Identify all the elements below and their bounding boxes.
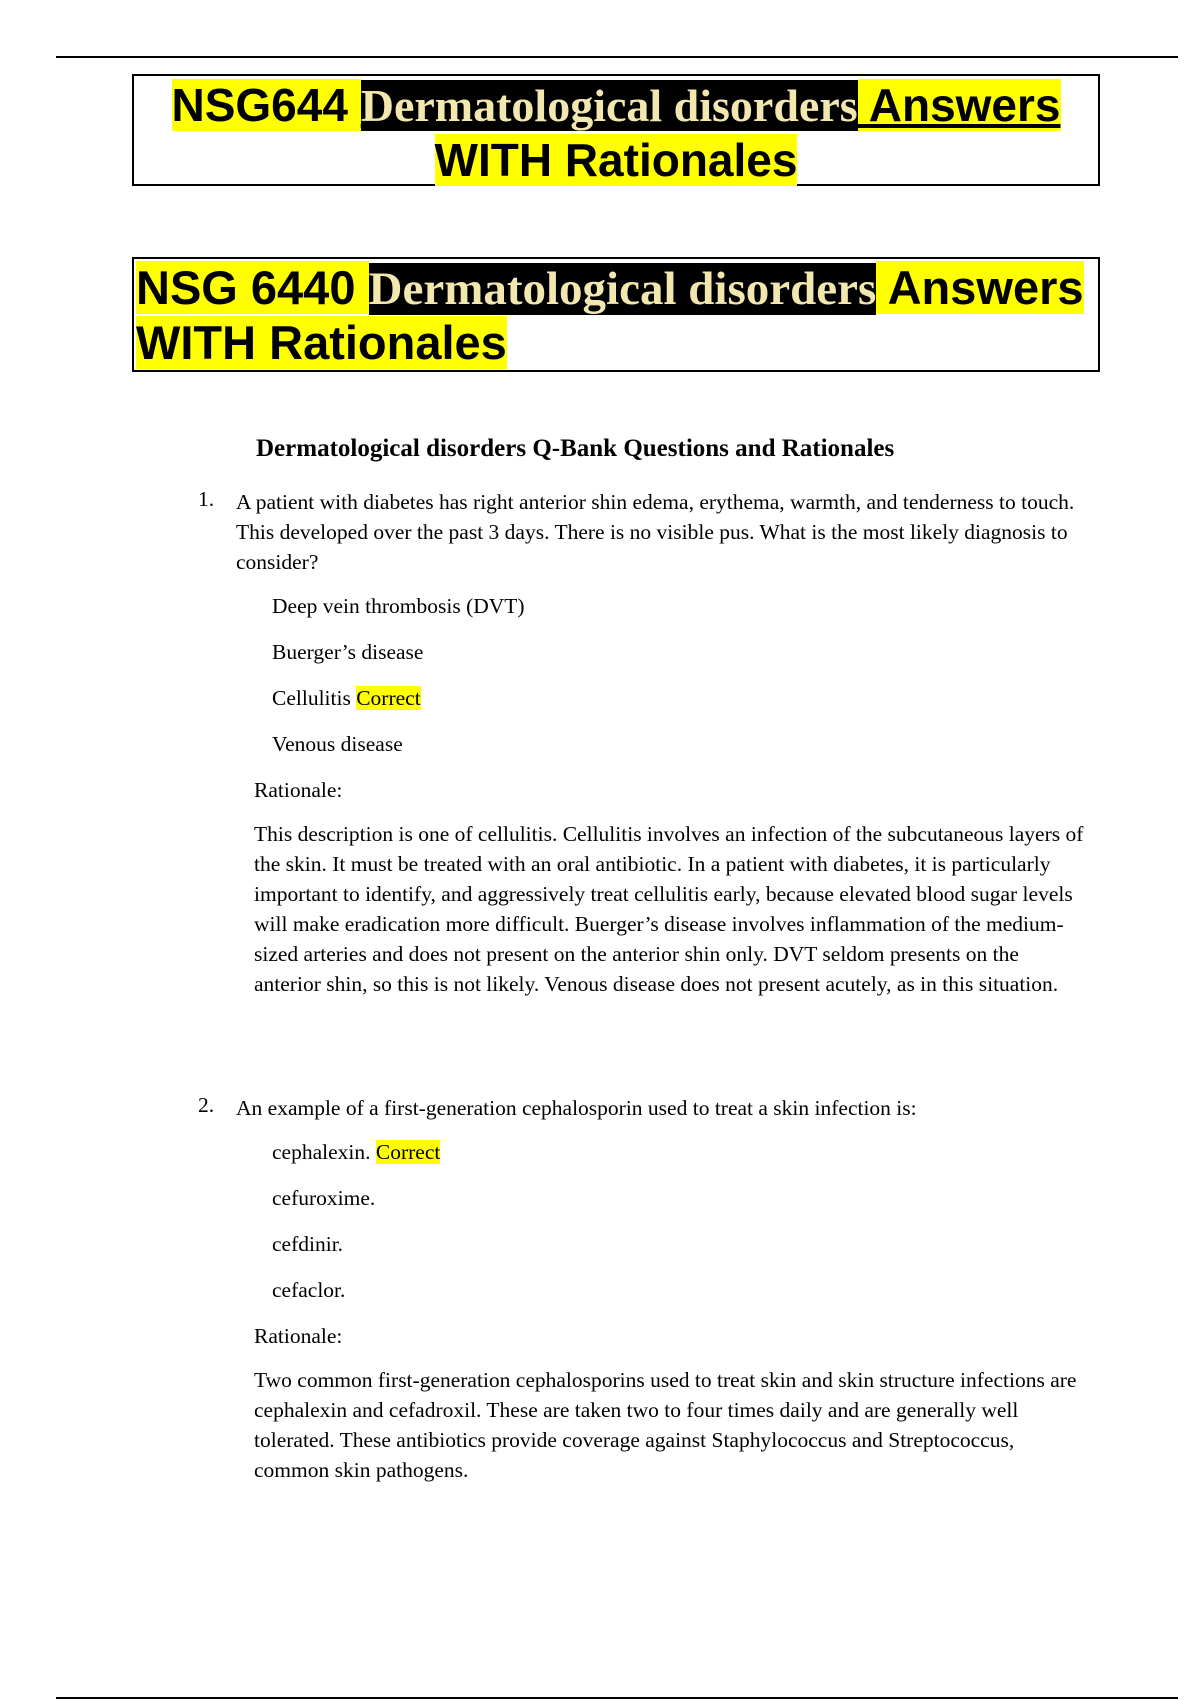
course-code: NSG 6440 bbox=[136, 261, 369, 314]
document-heading: Dermatological disorders Q-Bank Questions and Rationales bbox=[256, 435, 895, 462]
answers-label: Answers bbox=[857, 79, 1061, 131]
rationale-text: Two common first-generation cephalosporins used to treat skin and skin structure infections are cephalexin and cefadroxil. These are taken two to four times daily and are generally well tolerated. These antibiotics provide coverage against Staphylococcus and Streptococcus, common skin pathogens. bbox=[254, 1368, 1077, 1482]
answer-option: cefuroxime. bbox=[272, 1186, 376, 1210]
rationales-label: WITH Rationales bbox=[434, 134, 798, 186]
question-number: 2. bbox=[198, 1093, 215, 1117]
answer-option: cefaclor. bbox=[272, 1278, 346, 1302]
answer-option: Venous disease bbox=[272, 732, 403, 756]
answer-option: Deep vein thrombosis (DVT) bbox=[272, 594, 525, 618]
answer-option-correct: Cellulitis Correct bbox=[272, 686, 421, 710]
title-box-primary bbox=[132, 74, 1100, 186]
answer-option-correct: cephalexin. Correct bbox=[272, 1140, 441, 1164]
correct-marker: Correct bbox=[356, 686, 421, 710]
question-number: 1. bbox=[198, 487, 215, 511]
title-line-2 bbox=[134, 133, 1098, 188]
title-line-1 bbox=[136, 261, 1098, 316]
question-stem: An example of a first-generation cephalosporin used to treat a skin infection is: bbox=[236, 1096, 917, 1120]
question-stem: A patient with diabetes has right anterior shin edema, erythema, warmth, and tenderness to touch. This developed over the past 3 days. There is no visible pus. What is the most likely diagnosis to consider? bbox=[236, 490, 1075, 574]
title-line-1 bbox=[134, 78, 1098, 133]
rationale-label: Rationale: bbox=[254, 778, 343, 802]
answers-label: Answers bbox=[876, 261, 1084, 314]
bottom-rule bbox=[56, 1697, 1178, 1699]
question-1 bbox=[198, 487, 1098, 999]
rationale-label: Rationale: bbox=[254, 1324, 343, 1348]
answer-option: cefdinir. bbox=[272, 1232, 344, 1256]
course-code: NSG644 bbox=[171, 79, 361, 131]
topic-label: Dermatological disorders bbox=[360, 80, 858, 131]
answer-option: Buerger’s disease bbox=[272, 640, 424, 664]
rationale-text: This description is one of cellulitis. Cellulitis involves an infection of the subcutaneous layers of the skin. It must be treated with an oral antibiotic. In a patient with diabetes, it is particularly important to identify, and aggressively treat cellulitis early, because elevated blood sugar levels will make eradication more difficult. Buerger’s disease involves inflammation of the medium-sized arteries and does not present on the anterior shin only. DVT seldom presents on the anterior shin, so this is not likely. Venous disease does not present acutely, as in this situation. bbox=[254, 822, 1084, 996]
title-box-secondary bbox=[132, 257, 1100, 372]
topic-label: Dermatological disorders bbox=[368, 263, 877, 315]
top-rule bbox=[56, 56, 1178, 58]
rationales-label: WITH Rationales bbox=[136, 316, 507, 369]
question-2 bbox=[198, 1093, 1098, 1485]
correct-marker: Correct bbox=[375, 1140, 441, 1164]
title-line-2 bbox=[136, 316, 1098, 371]
